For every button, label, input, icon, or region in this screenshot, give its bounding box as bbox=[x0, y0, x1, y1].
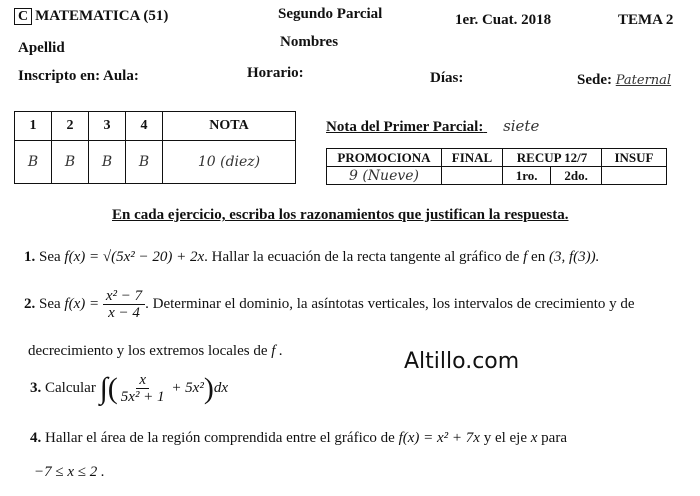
subject-title: MATEMATICA (51) bbox=[35, 8, 169, 24]
grade-header-nota: NOTA bbox=[163, 112, 296, 141]
header-subject bbox=[14, 8, 168, 25]
right-paren: ) bbox=[203, 371, 214, 405]
exercise-4 bbox=[30, 430, 567, 447]
first-partial-field bbox=[326, 117, 603, 136]
exercise-3-denominator: 5x² + 1 bbox=[120, 389, 165, 405]
grade-value-4: B bbox=[126, 141, 163, 184]
grade-value-nota: 10 (diez) bbox=[163, 141, 296, 184]
first-partial-value: siete bbox=[503, 117, 540, 135]
grade-header-4: 4 bbox=[126, 112, 163, 141]
watermark-text: Altillo.com bbox=[404, 349, 520, 374]
code-box: C bbox=[14, 8, 32, 25]
promo-value: 9 (Nueve) bbox=[327, 167, 442, 185]
exercise-4-para: para bbox=[541, 430, 567, 446]
left-paren: ( bbox=[107, 371, 118, 405]
recup-1ro: 1ro. bbox=[503, 167, 551, 185]
promo-header-final: FINAL bbox=[442, 149, 503, 167]
promo-header-insuf: INSUF bbox=[602, 149, 667, 167]
first-partial-label: Nota del Primer Parcial: bbox=[326, 119, 484, 135]
exercise-4-number: 4. bbox=[30, 430, 42, 446]
exercise-1-en: en bbox=[531, 249, 546, 265]
exercise-4-range bbox=[34, 464, 105, 481]
exercise-1-f: f bbox=[523, 249, 528, 265]
nombres-label: Nombres bbox=[280, 34, 339, 50]
sede-label: Sede: bbox=[577, 72, 612, 88]
exercise-3-dx: dx bbox=[213, 380, 229, 396]
dias-label: Días: bbox=[430, 70, 464, 86]
exercise-1-point: (3, f(3)). bbox=[548, 249, 600, 265]
exercise-4-x: x bbox=[530, 430, 538, 446]
recup-2do: 2do. bbox=[551, 167, 602, 185]
grade-header-1: 1 bbox=[15, 112, 52, 141]
exercise-1-pre: Sea bbox=[39, 249, 61, 265]
final-value bbox=[442, 167, 503, 185]
grade-header-3: 3 bbox=[89, 112, 126, 141]
integral-sign: ∫ bbox=[99, 371, 108, 405]
inscripto-label: Inscripto en: Aula: bbox=[18, 68, 139, 84]
grade-value-1: B bbox=[15, 141, 52, 184]
exercise-3-number: 3. bbox=[30, 380, 42, 396]
exercise-2-denominator: x − 4 bbox=[108, 305, 140, 321]
exercise-1-number: 1. bbox=[24, 249, 36, 265]
grades-table bbox=[14, 111, 296, 184]
exercise-2-f: f . bbox=[271, 343, 283, 359]
sede-value: Paternal bbox=[615, 73, 672, 88]
exercise-1-function: f(x) = √(5x² − 20) + 2x bbox=[64, 249, 205, 265]
exercise-2-text2: decrecimiento y los extremos locales de bbox=[28, 343, 268, 359]
insuf-value bbox=[602, 167, 667, 185]
exercise-2-line2 bbox=[28, 343, 283, 360]
exercise-3-numerator: x bbox=[136, 372, 149, 389]
apellido-label: Apellid bbox=[18, 40, 65, 56]
exercise-4-text-b: y el eje bbox=[483, 430, 527, 446]
exercise-3-rest: + 5x² bbox=[171, 380, 204, 396]
exercise-3-pre: Calcular bbox=[45, 380, 96, 396]
grade-value-3: B bbox=[89, 141, 126, 184]
horario-label: Horario: bbox=[247, 65, 304, 81]
exam-title: Segundo Parcial bbox=[278, 6, 383, 22]
instruction-text: En cada ejercicio, escriba los razonamientos que justifican la respuesta. bbox=[112, 207, 569, 223]
exercise-2-text: . Determinar el dominio, la asíntotas verticales, los intervalos de crecimiento y de bbox=[145, 296, 635, 312]
exercise-2-number: 2. bbox=[24, 296, 36, 312]
grade-header-2: 2 bbox=[52, 112, 89, 141]
exercise-1-text: . Hallar la ecuación de la recta tangente al gráfico de bbox=[204, 249, 520, 265]
promo-header-promociona: PROMOCIONA bbox=[327, 149, 442, 167]
exercise-1 bbox=[24, 249, 599, 266]
exercise-3 bbox=[30, 372, 228, 405]
tema-label: TEMA 2 bbox=[618, 12, 674, 28]
promo-table bbox=[326, 148, 667, 185]
exercise-4-range-text: −7 ≤ x ≤ 2 . bbox=[34, 464, 105, 480]
exercise-3-fraction bbox=[118, 372, 168, 405]
exercise-2-fraction bbox=[103, 288, 145, 321]
exercise-4-function: f(x) = x² + 7x bbox=[398, 430, 480, 446]
term-label: 1er. Cuat. 2018 bbox=[455, 12, 552, 28]
promo-header-recup: RECUP 12/7 bbox=[503, 149, 602, 167]
exercise-2-numerator: x² − 7 bbox=[103, 288, 145, 305]
exercise-2 bbox=[24, 288, 635, 321]
sede-field bbox=[577, 72, 671, 89]
exercise-2-pre: Sea bbox=[39, 296, 61, 312]
exercise-4-text: Hallar el área de la región comprendida entre el gráfico de bbox=[45, 430, 395, 446]
grade-value-2: B bbox=[52, 141, 89, 184]
exercise-2-lhs: f(x) = bbox=[64, 296, 100, 312]
